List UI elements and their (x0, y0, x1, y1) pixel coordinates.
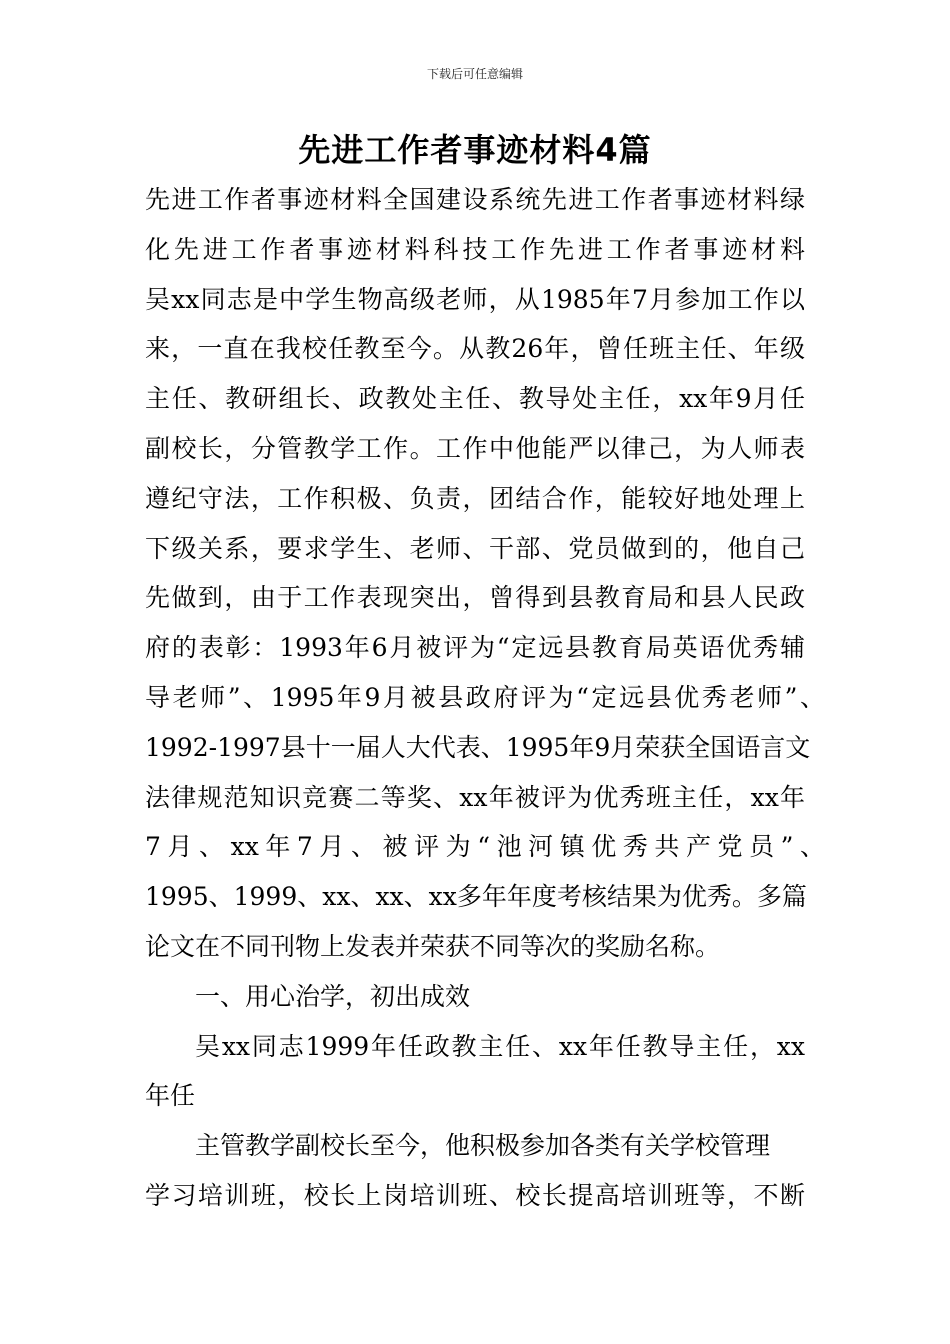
body-line: 来，一直在我校任教至今。从教26年，曾任班主任、年级 (145, 334, 805, 364)
body-line: 先进工作者事迹材料全国建设系统先进工作者事迹材料绿 (145, 185, 805, 214)
section-heading: 一、用心治学，初出成效 (195, 981, 471, 1011)
body-line: 年任 (145, 1081, 196, 1111)
body-line: 1992-1997县十一届人大代表、1995年9月荣获全国语言文 (145, 732, 811, 762)
body-line: 下级关系，要求学生、老师、干部、党员做到的，他自己 (145, 533, 805, 563)
body-line: 副校长，分管教学工作。工作中他能严以律己，为人师表 (145, 433, 805, 463)
body-line: 遵纪守法，工作积极、负责，团结合作，能较好地处理上 (145, 483, 805, 513)
body-line: 化先进工作者事迹材料科技工作先进工作者事迹材料 (145, 234, 805, 264)
header-note: 下载后可任意编辑 (426, 67, 523, 81)
document-body (145, 175, 825, 1221)
body-line: 论文在不同刊物上发表并荣获不同等次的奖励名称。 (145, 931, 721, 961)
body-line: 吴xx同志1999年任政教主任、xx年任教导主任，xx (195, 1031, 805, 1061)
body-line: 7月、xx年7月、被评为“池河镇优秀共产党员”、 (145, 832, 825, 862)
body-line: 导老师”、1995年9月被县政府评为“定远县优秀老师”、 (145, 682, 825, 712)
body-line: 法律规范知识竞赛二等奖、xx年被评为优秀班主任，xx年 (145, 782, 805, 812)
body-line: 吴xx同志是中学生物高级老师，从1985年7月参加工作以 (145, 284, 805, 314)
body-line: 先做到，由于工作表现突出，曾得到县教育局和县人民政 (145, 583, 805, 613)
body-line: 1995、1999、xx、xx、xx多年年度考核结果为优秀。多篇 (145, 882, 807, 912)
body-line: 学习培训班，校长上岗培训班、校长提高培训班等，不断 (145, 1180, 805, 1210)
document-title: 先进工作者事迹材料4篇 (298, 131, 652, 169)
body-line: 主任、教研组长、政教处主任、教导处主任，xx年9月任 (145, 384, 805, 414)
body-line: 主管教学副校长至今，他积极参加各类有关学校管理 (195, 1131, 771, 1161)
body-line: 府的表彰：1993年6月被评为“定远县教育局英语优秀辅 (145, 633, 805, 663)
